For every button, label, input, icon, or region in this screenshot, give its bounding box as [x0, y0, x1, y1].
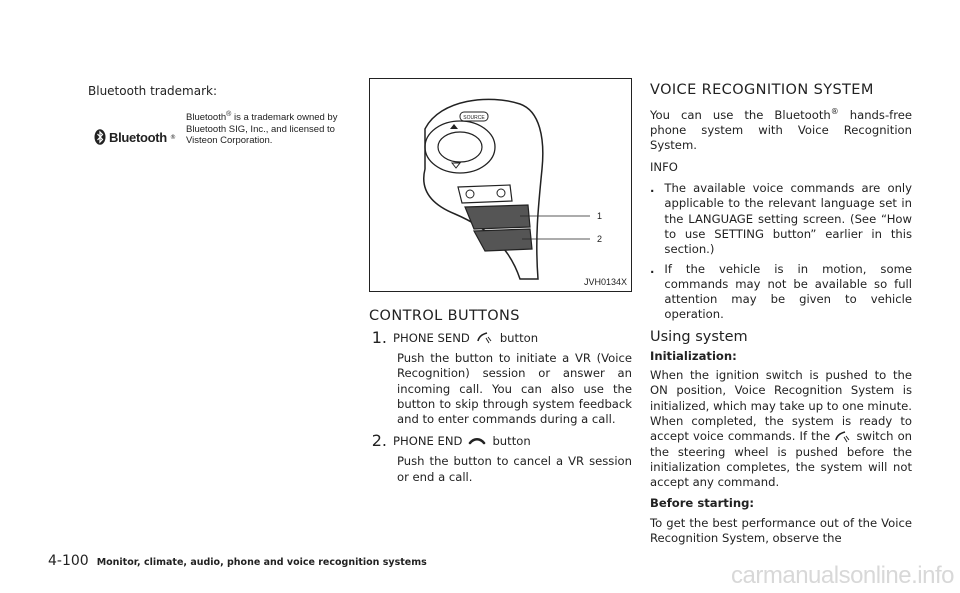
- page-number: 4-100: [48, 553, 89, 569]
- callout-2: 2: [597, 234, 603, 244]
- item-name: PHONE SEND: [393, 330, 470, 345]
- list-item: . The available voice commands are only applicable to the relevant language set in the LANGUAGE setting screen. (See “How to use SETTING button” earlier in this section.): [650, 181, 912, 257]
- trademark-note: Bluetooth® is a trademark owned by Bluetooth SIG, Inc., and licensed to Visteon Corporation.: [186, 111, 338, 147]
- phone-send-icon: [476, 332, 494, 344]
- voice-recognition-title: VOICE RECOGNITION SYSTEM: [650, 82, 874, 98]
- control-item-phone-send: [369, 328, 632, 427]
- control-item-phone-end: [369, 431, 632, 485]
- page-footer: [48, 553, 427, 569]
- item-description: Push the button to initiate a VR (Voice Recognition) session or answer an incoming call. You can also use the button to skip through system feedback and to enter commands during a call.: [397, 351, 632, 427]
- bluetooth-logo-reg: ®: [169, 133, 176, 141]
- voice-recognition-section: [650, 82, 912, 546]
- watermark: carmanualsonline.info: [731, 562, 954, 589]
- trademark-section: [88, 84, 358, 169]
- bluetooth-logo: [94, 129, 176, 145]
- steering-switch-figure: [369, 78, 632, 292]
- control-buttons-title: CONTROL BUTTONS: [369, 308, 520, 324]
- list-item: . If the vehicle is in motion, some commands may not be available so full attention may be given to vehicle operation.: [650, 261, 912, 322]
- info-label: INFO: [650, 159, 678, 174]
- item-number: 1.: [371, 328, 387, 347]
- figure-code: JVH0134X: [583, 277, 627, 287]
- item-number: 2.: [371, 431, 387, 451]
- item-name: PHONE END: [393, 433, 463, 448]
- bluetooth-rune-icon: [94, 129, 106, 145]
- phone-send-icon: [834, 431, 852, 443]
- item-suffix: button: [499, 330, 539, 345]
- footer-title: Monitor, climate, audio, phone and voice recognition systems: [96, 557, 427, 568]
- phone-end-icon: [468, 435, 486, 447]
- voice-recognition-intro: You can use the Bluetooth® hands-free phone system with Voice Recognition System.: [650, 107, 912, 153]
- item-suffix: button: [492, 433, 531, 448]
- before-starting-label: Before starting:: [650, 496, 755, 511]
- source-button-label: SOURCE: [463, 115, 485, 121]
- before-starting-text: To get the best performance out of the Voice Recognition System, observe the: [650, 515, 912, 545]
- steering-switch-illustration: [370, 79, 633, 293]
- initialization-label: Initialization:: [650, 348, 737, 363]
- trademark-row: [88, 109, 358, 169]
- trademark-label: Bluetooth trademark:: [88, 84, 218, 98]
- item-description: Push the button to cancel a VR session or end a call.: [397, 454, 632, 484]
- info-bullets: [650, 181, 912, 323]
- control-buttons-section: [369, 78, 632, 485]
- callout-1: 1: [597, 211, 603, 221]
- initialization-text: When the ignition switch is pushed to the ON position, Voice Recognition System is initialized, which may take up to one minute. When completed, the system is ready to accept voice commands. If the switch on the steering wheel is pushed before the initialization completes, the system will not accept any command.: [650, 368, 913, 490]
- using-system-title: Using system: [650, 328, 748, 345]
- bluetooth-logo-word: Bluetooth: [109, 129, 167, 145]
